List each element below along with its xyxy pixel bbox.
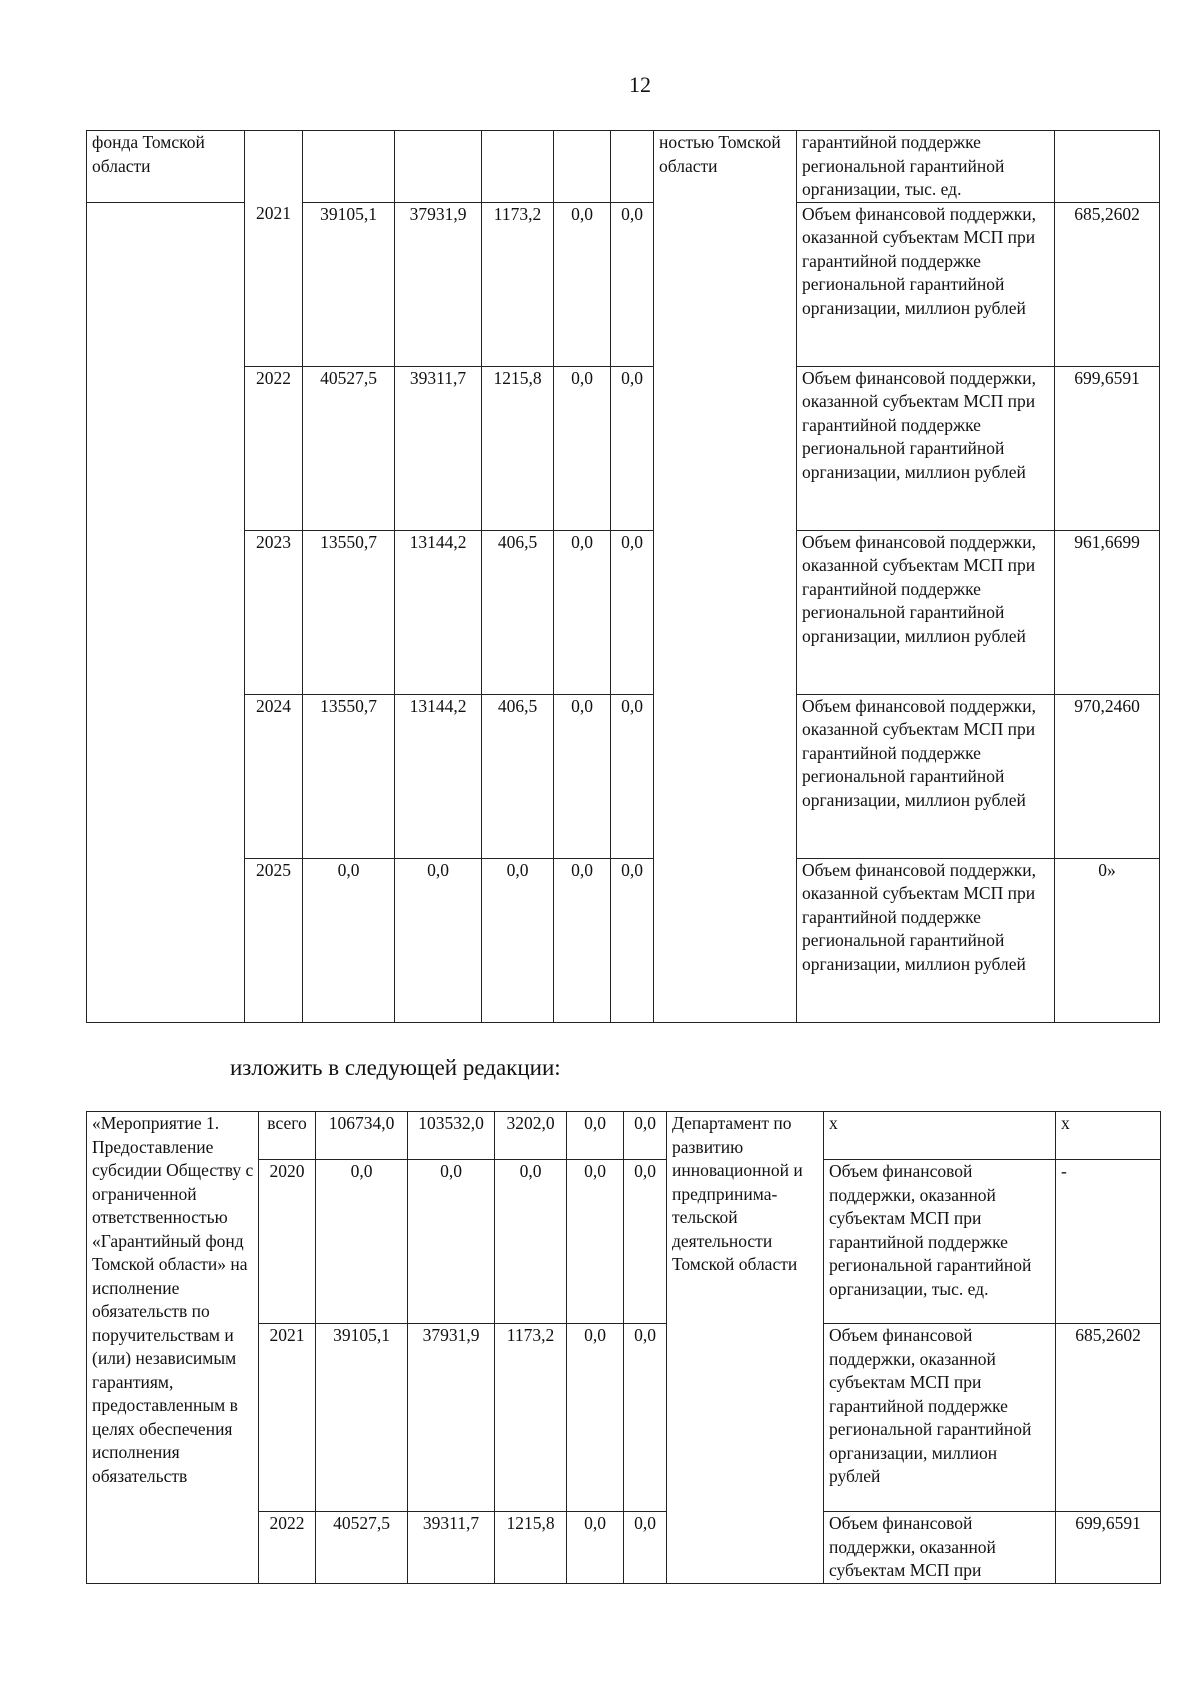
local-cell: 0,0 [554, 366, 611, 530]
indicator-value-cell: 961,6699 [1055, 530, 1160, 694]
regional-cell: 406,5 [482, 694, 554, 858]
indicator-cell: Объем финансовой поддержки, оказанной субъектам МСП при гарантийной поддержке региональной гарантийной организации, миллион рублей [797, 530, 1055, 694]
indicator-value-cell: 0» [1055, 858, 1160, 1022]
total-cell: 13550,7 [303, 694, 395, 858]
federal-cell: 13144,2 [395, 530, 482, 694]
indicator-value-cell: 699,6591 [1055, 366, 1160, 530]
federal-cell: 103532,0 [408, 1112, 495, 1160]
section-caption: изложить в следующей редакции: [230, 1055, 561, 1080]
total-cell: 106734,0 [316, 1112, 408, 1160]
event-name-cell: «Мероприятие 1. Предоставление субсидии Обществу с ограниченной ответственностью «Гарантийный фонд Томской области» на исполнение обязательств по поручительствам и (или) независимым гарантиям, предоставленным в целях обеспечения исполнения обязательств [87, 1112, 259, 1584]
year-cell: всего [259, 1112, 316, 1160]
executor-cell: ностью Томской области [654, 131, 797, 1023]
federal-cell: 37931,9 [395, 202, 482, 366]
indicator-value-cell: 970,2460 [1055, 694, 1160, 858]
indicator-value-cell: 685,2602 [1055, 202, 1160, 366]
table-row [87, 1112, 1161, 1160]
federal-cell: 39311,7 [395, 366, 482, 530]
total-cell: 40527,5 [303, 366, 395, 530]
other-cell: 0,0 [624, 1324, 667, 1512]
year-cell: 2024 [245, 694, 303, 858]
regional-cell: 0,0 [482, 858, 554, 1022]
local-cell: 0,0 [567, 1112, 624, 1160]
indicator-value-cell: - [1056, 1160, 1161, 1324]
local-cell: 0,0 [554, 530, 611, 694]
regional-cell: 1173,2 [495, 1324, 567, 1512]
federal-cell: 37931,9 [408, 1324, 495, 1512]
federal-cell: 0,0 [408, 1160, 495, 1324]
regional-cell: 1173,2 [482, 202, 554, 366]
executor-cell: Департамент по развитию инновационной и предпринима-тельской деятельности Томской области [667, 1112, 824, 1584]
year-cell: 2021 [245, 202, 303, 366]
indicator-value-cell: 699,6591 [1056, 1512, 1161, 1584]
federal-cell: 13144,2 [395, 694, 482, 858]
indicator-cell: Объем финансовой поддержки, оказанной субъектам МСП при гарантийной поддержке региональной гарантийной организации, миллион рублей [797, 366, 1055, 530]
table-row [87, 694, 1160, 858]
regional-cell: 3202,0 [495, 1112, 567, 1160]
indicator-cell: х [824, 1112, 1056, 1160]
event-name-cell: фонда Томской области [87, 131, 245, 203]
year-cell: 2022 [259, 1512, 316, 1584]
other-cell: 0,0 [624, 1160, 667, 1324]
other-cell: 0,0 [611, 366, 654, 530]
regional-cell: 1215,8 [482, 366, 554, 530]
local-cell: 0,0 [567, 1160, 624, 1324]
indicator-cell: гарантийной поддержке региональной гарантийной организации, тыс. ед. [797, 131, 1055, 203]
total-cell: 0,0 [303, 858, 395, 1022]
local-cell: 0,0 [554, 202, 611, 366]
indicator-cell: Объем финансовой поддержки, оказанной субъектам МСП при гарантийной поддержке региональной гарантийной организации, миллион рублей [824, 1324, 1056, 1512]
other-cell: 0,0 [624, 1112, 667, 1160]
indicator-cell: Объем финансовой поддержки, оказанной субъектам МСП при гарантийной поддержке региональной гарантийной организации, миллион рублей [797, 202, 1055, 366]
indicator-value-cell: 685,2602 [1056, 1324, 1161, 1512]
year-cell: 2023 [245, 530, 303, 694]
year-cell: 2025 [245, 858, 303, 1022]
total-cell: 39105,1 [316, 1324, 408, 1512]
other-cell: 0,0 [611, 202, 654, 366]
other-cell: 0,0 [611, 530, 654, 694]
federal-cell: 39311,7 [408, 1512, 495, 1584]
other-cell: 0,0 [611, 694, 654, 858]
year-cell: 2021 [259, 1324, 316, 1512]
indicator-cell: Объем финансовой поддержки, оказанной субъектам МСП при гарантийной поддержке региональной гарантийной организации, миллион рублей [797, 858, 1055, 1022]
local-cell: 0,0 [567, 1512, 624, 1584]
table-row [87, 202, 1160, 366]
table-row [87, 858, 1160, 1022]
table-row [87, 131, 1160, 203]
other-cell: 0,0 [611, 858, 654, 1022]
indicator-cell: Объем финансовой поддержки, оказанной субъектам МСП при гарантийной поддержке региональной гарантийной организации, миллион рублей [797, 694, 1055, 858]
local-cell: 0,0 [554, 858, 611, 1022]
indicator-cell: Объем финансовой поддержки, оказанной субъектам МСП при гарантийной поддержке региональной гарантийной организации, тыс. ед. [824, 1160, 1056, 1324]
indicator-cell: Объем финансовой поддержки, оказанной субъектам МСП при [824, 1512, 1056, 1584]
regional-cell: 406,5 [482, 530, 554, 694]
local-cell: 0,0 [554, 694, 611, 858]
total-cell: 39105,1 [303, 202, 395, 366]
total-cell: 40527,5 [316, 1512, 408, 1584]
indicator-value-cell: х [1056, 1112, 1161, 1160]
year-cell: 2020 [259, 1160, 316, 1324]
total-cell: 0,0 [316, 1160, 408, 1324]
year-cell: 2022 [245, 366, 303, 530]
federal-cell: 0,0 [395, 858, 482, 1022]
total-cell: 13550,7 [303, 530, 395, 694]
budget-table-current [86, 130, 1160, 1023]
local-cell: 0,0 [567, 1324, 624, 1512]
regional-cell: 0,0 [495, 1160, 567, 1324]
budget-table-new [86, 1111, 1161, 1584]
regional-cell: 1215,8 [495, 1512, 567, 1584]
page-number: 12 [629, 72, 651, 97]
table-row [87, 366, 1160, 530]
other-cell: 0,0 [624, 1512, 667, 1584]
table-row [87, 530, 1160, 694]
